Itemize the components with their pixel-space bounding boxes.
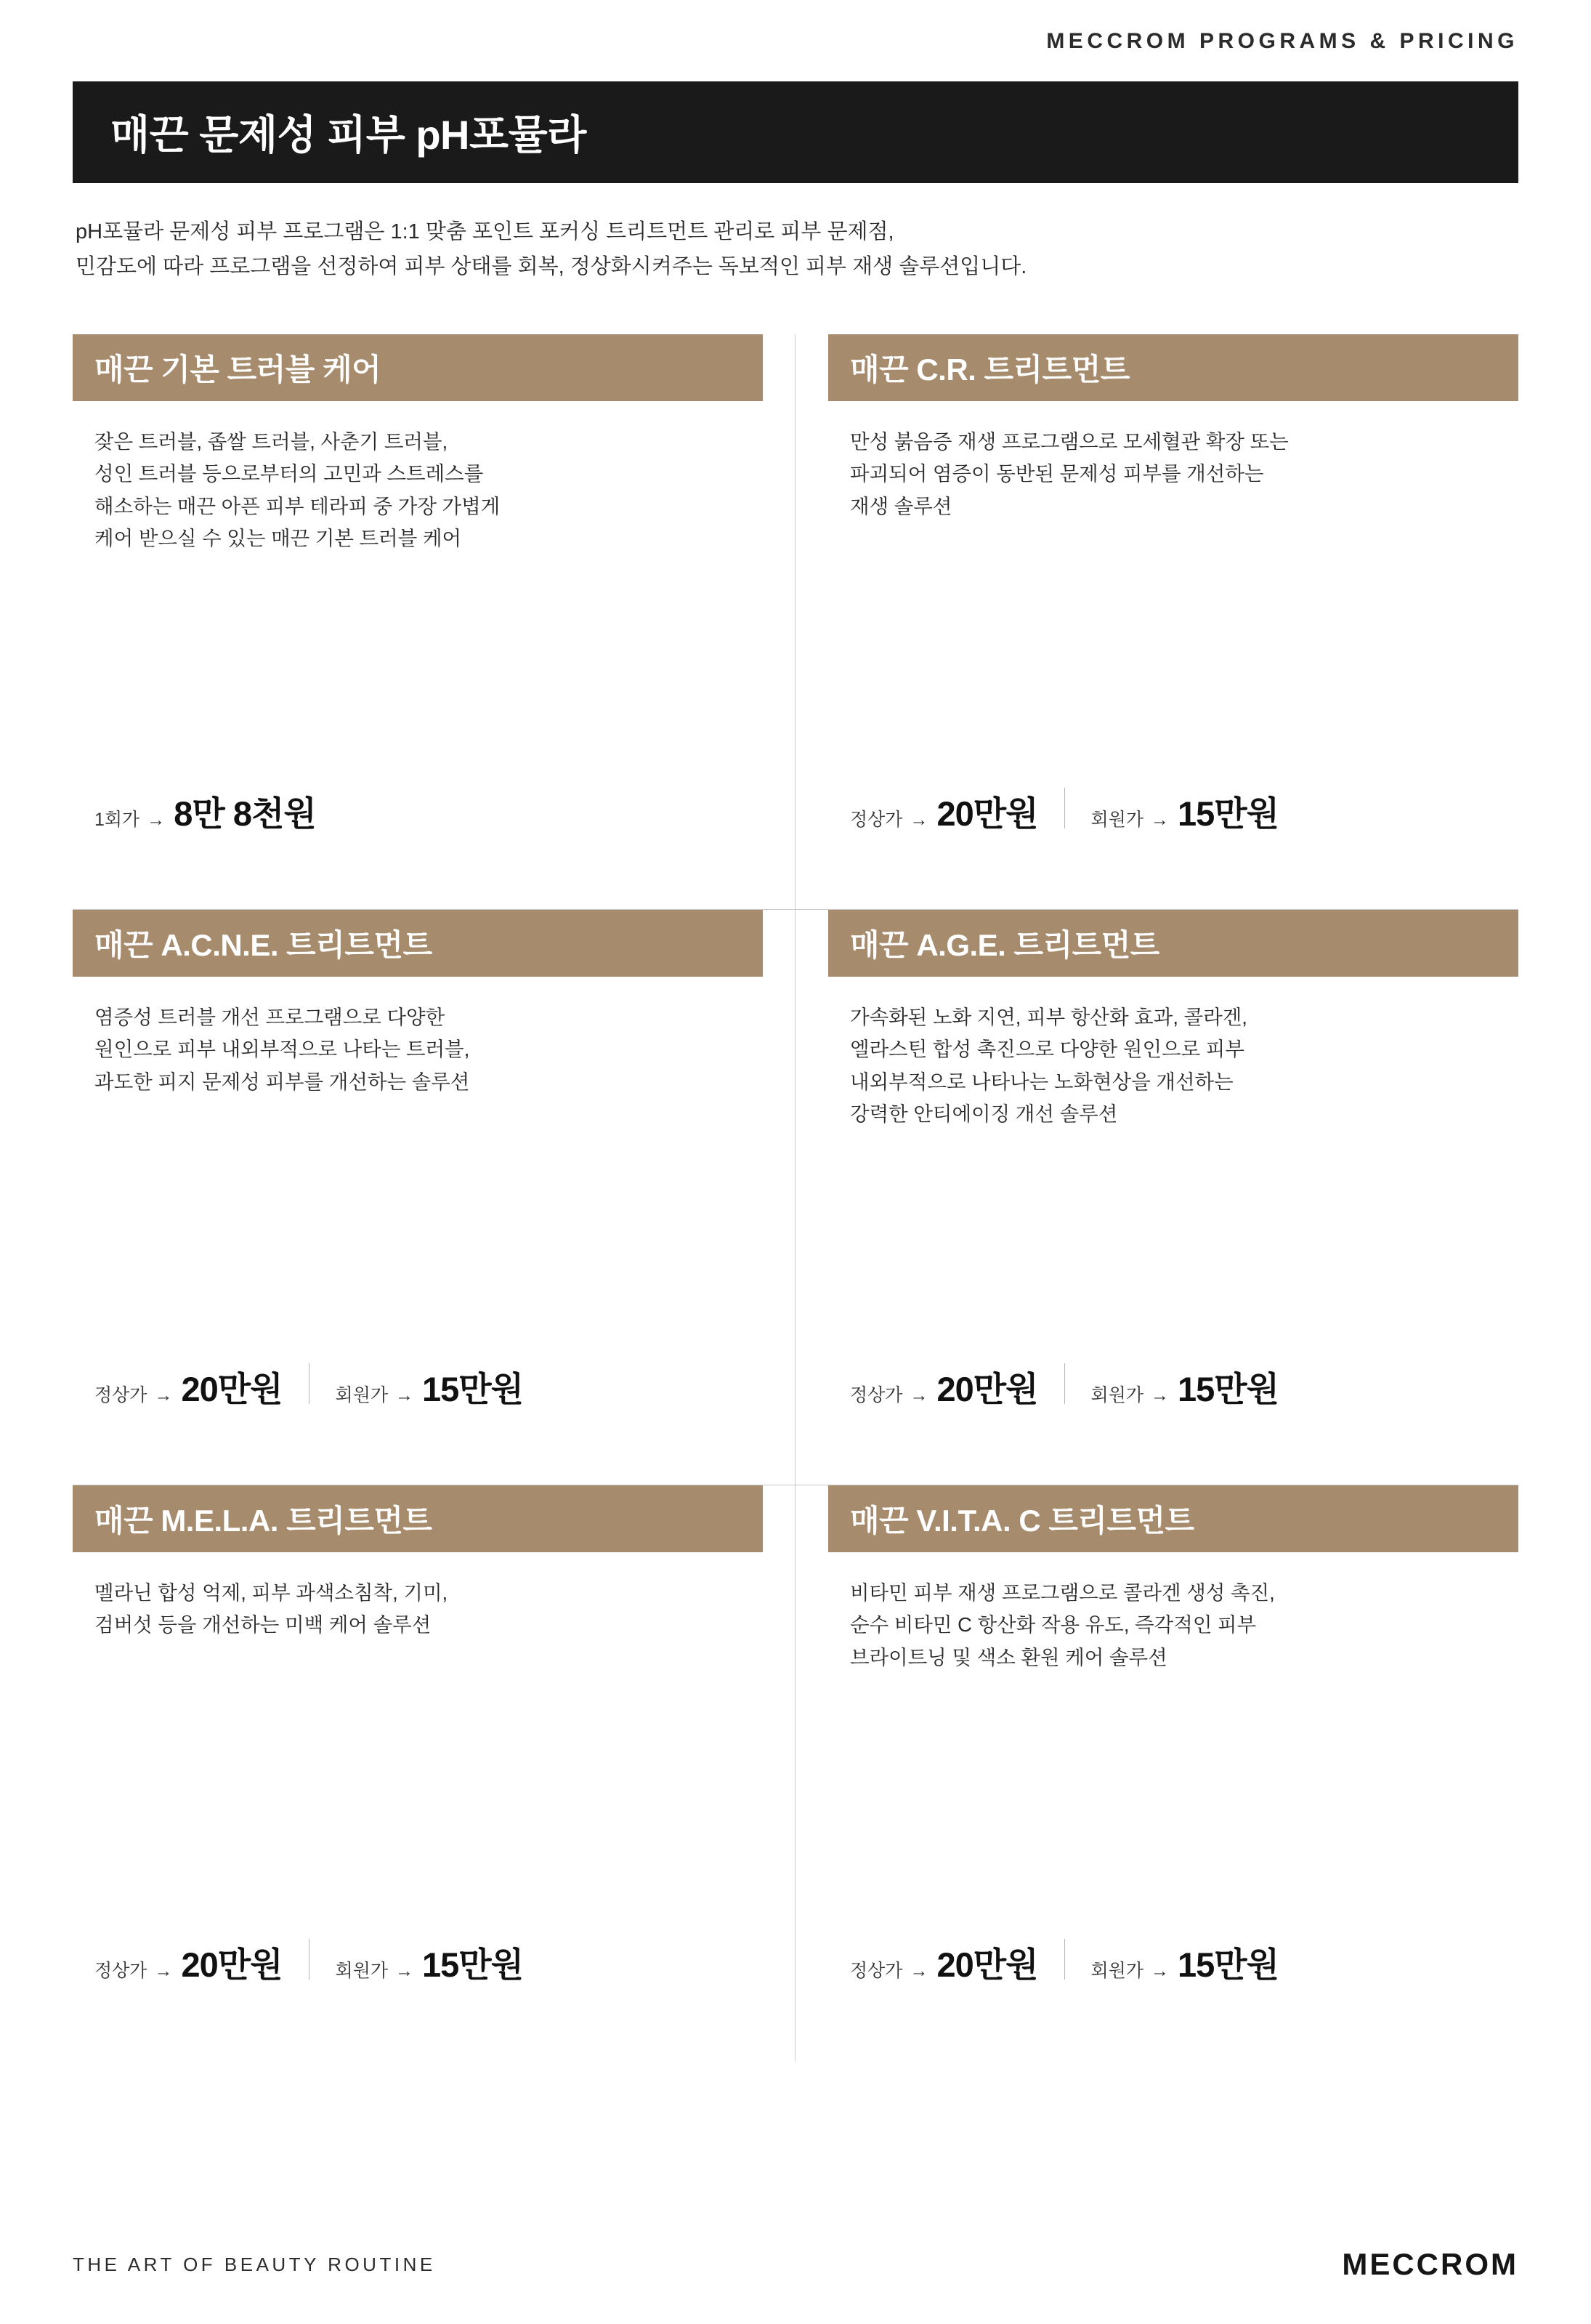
price-group [1091, 1363, 1279, 1411]
arrow-icon: → [1151, 809, 1169, 830]
arrow-icon: → [154, 1384, 173, 1405]
price-value: 20만원 [181, 1945, 283, 1984]
card-description [73, 426, 763, 555]
desc-line: 브라이트닝 및 색소 환원 케어 솔루션 [850, 1645, 1167, 1669]
program-card [796, 334, 1518, 910]
footer-tagline: THE ART OF BEAUTY ROUTINE [73, 2253, 436, 2275]
card-description [828, 426, 1518, 523]
card-header [73, 910, 763, 977]
price-value: 15만원 [1178, 1945, 1279, 1984]
price-value: 15만원 [422, 1369, 524, 1408]
arrow-icon: → [910, 1384, 928, 1405]
price-label: 회원가 [1090, 1960, 1143, 1981]
price-row [73, 1363, 523, 1411]
page-footer [73, 2247, 1518, 2282]
footer-brand-logo: MECCROM [1342, 2247, 1518, 2281]
price-row [796, 1363, 1279, 1411]
price-value: 15만원 [1178, 1369, 1279, 1408]
card-header [828, 910, 1518, 977]
price-label: 정상가 [850, 1960, 903, 1981]
price-group [94, 1938, 283, 1987]
price-divider [1064, 1363, 1065, 1404]
program-card [73, 334, 796, 910]
card-description [73, 1001, 763, 1099]
price-label: 정상가 [94, 1960, 147, 1981]
desc-line: 염증성 트러블 개선 프로그램으로 다양한 [94, 1005, 445, 1028]
price-label: 1회가 [94, 809, 140, 830]
page-title: 매끈 문제성 피부 pH포뮬라 [110, 112, 586, 158]
price-value: 20만원 [936, 1945, 1038, 1984]
card-header [73, 1485, 763, 1552]
price-value: 15만원 [422, 1945, 524, 1984]
price-group [1091, 787, 1279, 836]
card-description [73, 1577, 763, 1642]
card-title: 매끈 C.R. 트리트먼트 [850, 352, 1130, 387]
price-value: 20만원 [181, 1369, 283, 1408]
price-label: 회원가 [1090, 809, 1143, 830]
arrow-icon: → [1151, 1384, 1169, 1405]
card-header [828, 1485, 1518, 1552]
intro-paragraph [73, 215, 1518, 285]
intro-line-2: 민감도에 따라 프로그램을 선정하여 피부 상태를 회복, 정상화시켜주는 독보적인 피부 재생 솔루션입니다. [76, 254, 1027, 278]
card-header [73, 334, 763, 401]
price-group [94, 787, 316, 836]
desc-line: 케어 받으실 수 있는 매끈 기본 트러블 케어 [94, 527, 462, 550]
header-eyebrow: MECCROM PROGRAMS & PRICING [1046, 29, 1518, 53]
arrow-icon: → [910, 809, 928, 830]
page-title-bar [73, 81, 1518, 183]
price-label: 정상가 [850, 809, 903, 830]
intro-line-1: pH포뮬라 문제성 피부 프로그램은 1:1 맞춤 포인트 포커싱 트리트먼트 관리로 피부 문제점, [76, 220, 894, 243]
price-row [796, 787, 1279, 836]
desc-line: 파괴되어 염증이 동반된 문제성 피부를 개선하는 [850, 462, 1264, 485]
program-card [796, 910, 1518, 1485]
desc-line: 순수 비타민 C 항산화 작용 유도, 즉각적인 피부 [850, 1613, 1257, 1637]
price-value: 15만원 [1178, 794, 1279, 833]
desc-line: 원인으로 피부 내외부적으로 나타는 트러블, [94, 1038, 470, 1061]
price-group [1091, 1938, 1279, 1987]
top-header [73, 0, 1518, 73]
arrow-icon: → [395, 1384, 413, 1405]
program-card [73, 910, 796, 1485]
price-row [796, 1938, 1279, 1987]
desc-line: 검버섯 등을 개선하는 미백 케어 솔루션 [94, 1613, 432, 1637]
arrow-icon: → [910, 1960, 928, 1981]
desc-line: 잦은 트러블, 좁쌀 트러블, 사춘기 트러블, [94, 429, 448, 453]
arrow-icon: → [147, 809, 166, 830]
card-description [828, 1001, 1518, 1131]
desc-line: 가속화된 노화 지연, 피부 항산화 효과, 콜라겐, [850, 1005, 1247, 1028]
price-group [850, 1938, 1038, 1987]
desc-line: 만성 붉음증 재생 프로그램으로 모세혈관 확장 또는 [850, 429, 1289, 453]
price-value: 8만 8천원 [174, 794, 316, 833]
card-title: 매끈 기본 트러블 케어 [94, 352, 381, 387]
price-group [850, 1363, 1038, 1411]
program-grid [73, 334, 1518, 2061]
price-label: 회원가 [335, 1960, 388, 1981]
price-group [336, 1938, 524, 1987]
price-group [850, 787, 1038, 836]
price-group [94, 1363, 283, 1411]
price-label: 회원가 [1090, 1384, 1143, 1405]
price-divider [1064, 788, 1065, 828]
desc-line: 재생 솔루션 [850, 494, 952, 517]
desc-line: 멜라닌 합성 억제, 피부 과색소침착, 기미, [94, 1581, 448, 1604]
card-title: 매끈 A.G.E. 트리트먼트 [850, 927, 1159, 962]
arrow-icon: → [395, 1960, 413, 1981]
desc-line: 엘라스틴 합성 촉진으로 다양한 원인으로 피부 [850, 1038, 1244, 1061]
program-card [796, 1485, 1518, 2061]
price-row [73, 787, 316, 836]
price-group [336, 1363, 524, 1411]
card-description [828, 1577, 1518, 1674]
price-label: 정상가 [850, 1384, 903, 1405]
program-card [73, 1485, 796, 2061]
desc-line: 성인 트러블 등으로부터의 고민과 스트레스를 [94, 462, 484, 485]
card-title: 매끈 M.E.L.A. 트리트먼트 [94, 1503, 432, 1538]
price-row [73, 1938, 523, 1987]
price-label: 회원가 [335, 1384, 388, 1405]
arrow-icon: → [1151, 1960, 1169, 1981]
arrow-icon: → [154, 1960, 173, 1981]
card-title: 매끈 A.C.N.E. 트리트먼트 [94, 927, 432, 962]
card-header [828, 334, 1518, 401]
price-value: 20만원 [936, 794, 1038, 833]
desc-line: 과도한 피지 문제성 피부를 개선하는 솔루션 [94, 1070, 470, 1093]
desc-line: 해소하는 매끈 아픈 피부 테라피 중 가장 가볍게 [94, 494, 501, 517]
desc-line: 내외부적으로 나타나는 노화현상을 개선하는 [850, 1070, 1234, 1093]
desc-line: 비타민 피부 재생 프로그램으로 콜라겐 생성 촉진, [850, 1581, 1275, 1604]
price-label: 정상가 [94, 1384, 147, 1405]
price-divider [1064, 1939, 1065, 1980]
card-title: 매끈 V.I.T.A. C 트리트먼트 [850, 1503, 1194, 1538]
desc-line: 강력한 안티에이징 개선 솔루션 [850, 1102, 1118, 1126]
price-value: 20만원 [936, 1369, 1038, 1408]
